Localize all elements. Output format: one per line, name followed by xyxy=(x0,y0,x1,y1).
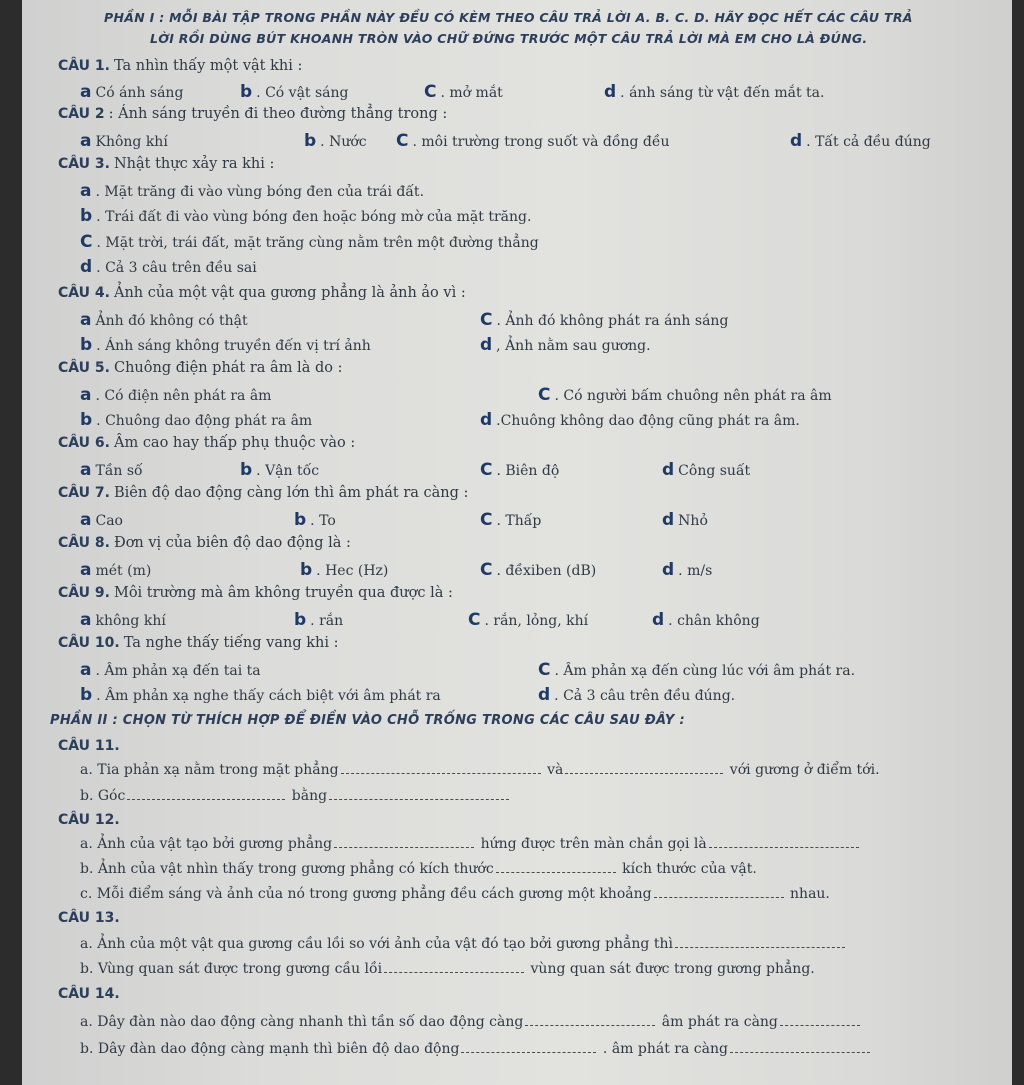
question-number: CÂU 11. xyxy=(58,738,120,754)
question-text: Ảnh của một vật qua gương phẳng là ảnh ảo vì : xyxy=(113,285,466,301)
option-text: Nhỏ xyxy=(678,513,708,529)
option-text: . Trái đất đi vào vùng bóng đen hoặc bóng mờ của mặt trăng. xyxy=(96,209,532,225)
item-text: Mỗi điểm sáng và ảnh của nó trong gương phẳng đều cách gương một khoảng xyxy=(96,886,652,902)
option-text: . Hec (Hz) xyxy=(316,563,389,579)
q10-option-b[interactable] xyxy=(80,685,441,705)
item-label: b. xyxy=(80,961,94,977)
option-text: . rắn xyxy=(310,613,344,629)
item-text: Ảnh của một vật qua gương cầu lồi so với ảnh của vật đó tạo bởi gương phẳng thì xyxy=(97,936,673,952)
option-text: Có ánh sáng xyxy=(95,85,184,101)
part1-header-line1: PHẦN I : MỖI BÀI TẬP TRONG PHẦN NÀY ĐỀU CÓ KÈM THEO CÂU TRẢ LỜI A. B. C. D. HÃY ĐỌC HẾT CÁC CÂU TRẢ xyxy=(104,10,913,25)
q12-item-a xyxy=(80,836,861,852)
option-mark: b xyxy=(294,510,307,530)
question-4 xyxy=(58,285,466,301)
q12-item-c xyxy=(80,886,830,902)
item-label: b. xyxy=(80,861,94,877)
q10-option-d[interactable] xyxy=(538,685,735,705)
blank-field[interactable] xyxy=(334,846,474,848)
q6-option-b[interactable] xyxy=(240,460,319,480)
option-text: . Cả 3 câu trên đều sai xyxy=(96,260,257,276)
option-mark: C xyxy=(480,560,493,580)
option-text: Công suất xyxy=(678,463,751,479)
option-mark: C xyxy=(480,460,493,480)
option-mark: d xyxy=(652,610,665,630)
question-10 xyxy=(58,635,338,651)
option-mark: C xyxy=(538,385,551,405)
q4-option-b[interactable] xyxy=(80,335,371,355)
q8-option-a[interactable] xyxy=(80,560,151,580)
option-mark: a xyxy=(80,310,92,330)
q12-item-b xyxy=(80,861,757,877)
item-label: a. xyxy=(80,1014,93,1030)
option-mark: a xyxy=(80,82,92,102)
question-text: : Ánh sáng truyền đi theo đường thẳng trong : xyxy=(108,106,448,122)
q13-item-a xyxy=(80,936,847,952)
item-label: a. xyxy=(80,936,93,952)
question-8 xyxy=(58,535,351,551)
q4-option-a[interactable] xyxy=(80,310,248,330)
option-text: . Ánh sáng không truyền đến vị trí ảnh xyxy=(96,338,371,354)
q10-option-a[interactable] xyxy=(80,660,261,680)
option-text: . Tất cả đều đúng xyxy=(806,134,931,150)
option-text: . To xyxy=(310,513,336,529)
blank-field[interactable] xyxy=(709,846,859,848)
option-text: . chân không xyxy=(668,613,760,629)
q2-option-c[interactable] xyxy=(396,131,669,151)
item-text: kích thước của vật. xyxy=(622,861,757,877)
item-text: và xyxy=(547,762,564,778)
q5-option-d[interactable] xyxy=(480,410,800,430)
blank-field[interactable] xyxy=(496,871,616,873)
option-mark: a xyxy=(80,385,92,405)
option-text: . đềxiben (dB) xyxy=(496,563,597,579)
q9-option-c[interactable] xyxy=(468,610,588,630)
blank-field[interactable] xyxy=(730,1051,870,1053)
item-text: Dây đàn nào dao động càng nhanh thì tần số dao động càng xyxy=(97,1014,524,1030)
question-14 xyxy=(58,986,124,1002)
option-text: Tần số xyxy=(95,463,143,479)
question-3 xyxy=(58,156,274,172)
q7-option-d[interactable] xyxy=(662,510,708,530)
option-text: . Cả 3 câu trên đều đúng. xyxy=(554,688,736,704)
question-number: CÂU 2 xyxy=(58,106,105,122)
option-mark: b xyxy=(300,560,313,580)
question-5 xyxy=(58,360,342,376)
option-mark: a xyxy=(80,460,92,480)
item-text: hứng được trên màn chắn gọi là xyxy=(480,836,707,852)
question-number: CÂU 1. xyxy=(58,58,110,74)
item-text: bằng xyxy=(291,788,328,804)
q3-option-c[interactable] xyxy=(80,232,539,252)
item-label: b. xyxy=(80,1041,94,1057)
q10-option-c[interactable] xyxy=(538,660,855,680)
q6-option-a[interactable] xyxy=(80,460,143,480)
option-mark: d xyxy=(480,410,493,430)
blank-field[interactable] xyxy=(329,798,509,800)
option-text: . Mặt trăng đi vào vùng bóng đen của trái đất. xyxy=(95,184,425,200)
option-text: . Mặt trời, trái đất, mặt trăng cùng nằm trên một đường thẳng xyxy=(96,235,539,251)
option-text: , Ảnh nằm sau gương. xyxy=(496,338,651,354)
q14-item-a xyxy=(80,1014,862,1030)
option-text: Ảnh đó không có thật xyxy=(95,313,248,329)
option-text: . Có vật sáng xyxy=(256,85,349,101)
question-number: CÂU 14. xyxy=(58,986,120,1002)
item-text: . âm phát ra càng xyxy=(602,1041,728,1057)
option-mark: C xyxy=(424,82,437,102)
option-mark: d xyxy=(480,335,493,355)
q5-option-c[interactable] xyxy=(538,385,832,405)
item-text: Góc xyxy=(97,788,126,804)
option-text: . rắn, lỏng, khí xyxy=(484,613,589,629)
q3-option-b[interactable] xyxy=(80,206,531,226)
option-mark: a xyxy=(80,560,92,580)
item-label: a. xyxy=(80,762,93,778)
option-text: . Chuông dao động phát ra âm xyxy=(96,413,313,429)
option-mark: C xyxy=(480,310,493,330)
option-mark: b xyxy=(304,131,317,151)
part2-header: PHẦN II : CHỌN TỪ THÍCH HỢP ĐỂ ĐIỀN VÀO CHỖ TRỐNG TRONG CÁC CÂU SAU ĐÂY : xyxy=(50,713,685,728)
q11-item-b xyxy=(80,788,511,804)
question-13 xyxy=(58,910,124,926)
question-number: CÂU 3. xyxy=(58,156,110,172)
question-number: CÂU 7. xyxy=(58,485,110,501)
q9-option-a[interactable] xyxy=(80,610,166,630)
q3-option-d[interactable] xyxy=(80,257,257,277)
question-12 xyxy=(58,812,124,828)
item-text: Ảnh của vật tạo bởi gương phẳng xyxy=(97,836,333,852)
worksheet-page xyxy=(22,0,1012,1085)
option-text: Cao xyxy=(95,513,123,529)
option-text: . Âm phản xạ đến tai ta xyxy=(95,663,261,679)
option-mark: b xyxy=(80,410,93,430)
q7-option-b[interactable] xyxy=(294,510,336,530)
option-text: Không khí xyxy=(95,134,168,150)
item-text: Vùng quan sát được trong gương cầu lồi xyxy=(97,961,383,977)
option-mark: a xyxy=(80,510,92,530)
q2-option-a[interactable] xyxy=(80,131,168,151)
option-mark: d xyxy=(604,82,617,102)
option-mark: d xyxy=(662,510,675,530)
option-mark: C xyxy=(480,510,493,530)
option-text: . Biên độ xyxy=(496,463,560,479)
q1-option-a[interactable] xyxy=(80,82,183,102)
option-mark: a xyxy=(80,610,92,630)
question-text: Nhật thực xảy ra khi : xyxy=(113,156,275,172)
option-text: . m/s xyxy=(678,563,713,579)
option-text: . Ảnh đó không phát ra ánh sáng xyxy=(496,313,729,329)
q4-option-c[interactable] xyxy=(480,310,728,330)
question-9 xyxy=(58,585,453,601)
option-mark: C xyxy=(396,131,409,151)
q5-option-a[interactable] xyxy=(80,385,271,405)
question-number: CÂU 12. xyxy=(58,812,120,828)
item-label: c. xyxy=(80,886,93,902)
option-text: mét (m) xyxy=(95,563,152,579)
q7-option-a[interactable] xyxy=(80,510,123,530)
item-text: Tia phản xạ nằm trong mặt phẳng xyxy=(97,762,339,778)
q2-option-b[interactable] xyxy=(304,131,367,151)
option-text: . Có điện nên phát ra âm xyxy=(95,388,272,404)
question-number: CÂU 8. xyxy=(58,535,110,551)
question-number: CÂU 13. xyxy=(58,910,120,926)
option-text: . Có người bấm chuông nên phát ra âm xyxy=(554,388,832,404)
item-text: Ảnh của vật nhìn thấy trong gương phẳng có kích thước xyxy=(97,861,494,877)
question-text: Môi trường mà âm không truyền qua được là : xyxy=(113,585,453,601)
option-text: . Âm phản xạ nghe thấy cách biệt với âm phát ra xyxy=(96,688,441,704)
option-mark: a xyxy=(80,660,92,680)
option-text: không khí xyxy=(95,613,166,629)
option-mark: C xyxy=(538,660,551,680)
question-text: Đơn vị của biên độ dao động là : xyxy=(113,535,351,551)
option-mark: b xyxy=(80,685,93,705)
blank-field[interactable] xyxy=(127,798,285,800)
q1-option-c[interactable] xyxy=(424,82,503,102)
question-number: CÂU 5. xyxy=(58,360,110,376)
part1-header-line2: LỜI RỒI DÙNG BÚT KHOANH TRÒN VÀO CHỮ ĐỨNG TRƯỚC MỘT CÂU TRẢ LỜI MÀ EM CHO LÀ ĐÚNG. xyxy=(150,31,868,46)
question-11 xyxy=(58,738,124,754)
option-mark: C xyxy=(80,232,93,252)
item-label: a. xyxy=(80,836,93,852)
item-label: b. xyxy=(80,788,94,804)
option-text: . Âm phản xạ đến cùng lúc với âm phát ra. xyxy=(554,663,856,679)
q6-option-c[interactable] xyxy=(480,460,559,480)
question-number: CÂU 9. xyxy=(58,585,110,601)
q8-option-b[interactable] xyxy=(300,560,388,580)
question-6 xyxy=(58,435,355,451)
option-text: . ánh sáng từ vật đến mắt ta. xyxy=(620,85,825,101)
q4-option-d[interactable] xyxy=(480,335,651,355)
blank-field[interactable] xyxy=(565,772,723,774)
item-text: với gương ở điểm tới. xyxy=(729,762,880,778)
blank-field[interactable] xyxy=(384,971,524,973)
option-text: . môi trường trong suốt và đồng đều xyxy=(412,134,670,150)
option-mark: b xyxy=(80,335,93,355)
item-text: Dây đàn dao động càng mạnh thì biên độ dao động xyxy=(97,1041,460,1057)
question-text: Ta nhìn thấy một vật khi : xyxy=(113,58,303,74)
blank-field[interactable] xyxy=(675,946,845,948)
question-text: Biên độ dao động càng lớn thì âm phát ra càng : xyxy=(113,485,469,501)
blank-field[interactable] xyxy=(461,1051,596,1053)
question-7 xyxy=(58,485,468,501)
option-text: . Thấp xyxy=(496,513,542,529)
blank-field[interactable] xyxy=(525,1024,655,1026)
q9-option-b[interactable] xyxy=(294,610,343,630)
option-text: .Chuông không dao động cũng phát ra âm. xyxy=(496,413,800,429)
q1-option-b[interactable] xyxy=(240,82,349,102)
q1-option-d[interactable] xyxy=(604,82,824,102)
q2-option-d[interactable] xyxy=(790,131,931,151)
q5-option-b[interactable] xyxy=(80,410,312,430)
blank-field[interactable] xyxy=(780,1024,860,1026)
option-mark: b xyxy=(240,460,253,480)
question-number: CÂU 6. xyxy=(58,435,110,451)
item-text: vùng quan sát được trong gương phẳng. xyxy=(530,961,815,977)
item-text: âm phát ra càng xyxy=(661,1014,778,1030)
q14-item-b xyxy=(80,1041,872,1057)
option-mark: d xyxy=(538,685,551,705)
q8-option-d[interactable] xyxy=(662,560,712,580)
item-text: nhau. xyxy=(790,886,830,902)
q3-option-a[interactable] xyxy=(80,181,424,201)
q9-option-d[interactable] xyxy=(652,610,760,630)
q7-option-c[interactable] xyxy=(480,510,541,530)
option-text: . Nước xyxy=(320,134,367,150)
option-mark: b xyxy=(294,610,307,630)
question-text: Âm cao hay thấp phụ thuộc vào : xyxy=(113,435,356,451)
question-2 xyxy=(58,106,447,122)
option-mark: d xyxy=(80,257,93,277)
q6-option-d[interactable] xyxy=(662,460,750,480)
option-mark: d xyxy=(790,131,803,151)
q13-item-b xyxy=(80,961,815,977)
blank-field[interactable] xyxy=(654,896,784,898)
option-mark: d xyxy=(662,560,675,580)
option-text: . Vận tốc xyxy=(256,463,320,479)
question-number: CÂU 10. xyxy=(58,635,120,651)
question-text: Chuông điện phát ra âm là do : xyxy=(113,360,343,376)
option-mark: d xyxy=(662,460,675,480)
option-mark: a xyxy=(80,131,92,151)
option-mark: C xyxy=(468,610,481,630)
option-mark: b xyxy=(80,206,93,226)
question-1 xyxy=(58,58,302,74)
question-number: CÂU 4. xyxy=(58,285,110,301)
option-mark: b xyxy=(240,82,253,102)
option-text: . mở mắt xyxy=(440,85,503,101)
question-text: Ta nghe thấy tiếng vang khi : xyxy=(123,635,339,651)
q11-item-a xyxy=(80,762,880,778)
option-mark: a xyxy=(80,181,92,201)
q8-option-c[interactable] xyxy=(480,560,596,580)
blank-field[interactable] xyxy=(341,772,541,774)
